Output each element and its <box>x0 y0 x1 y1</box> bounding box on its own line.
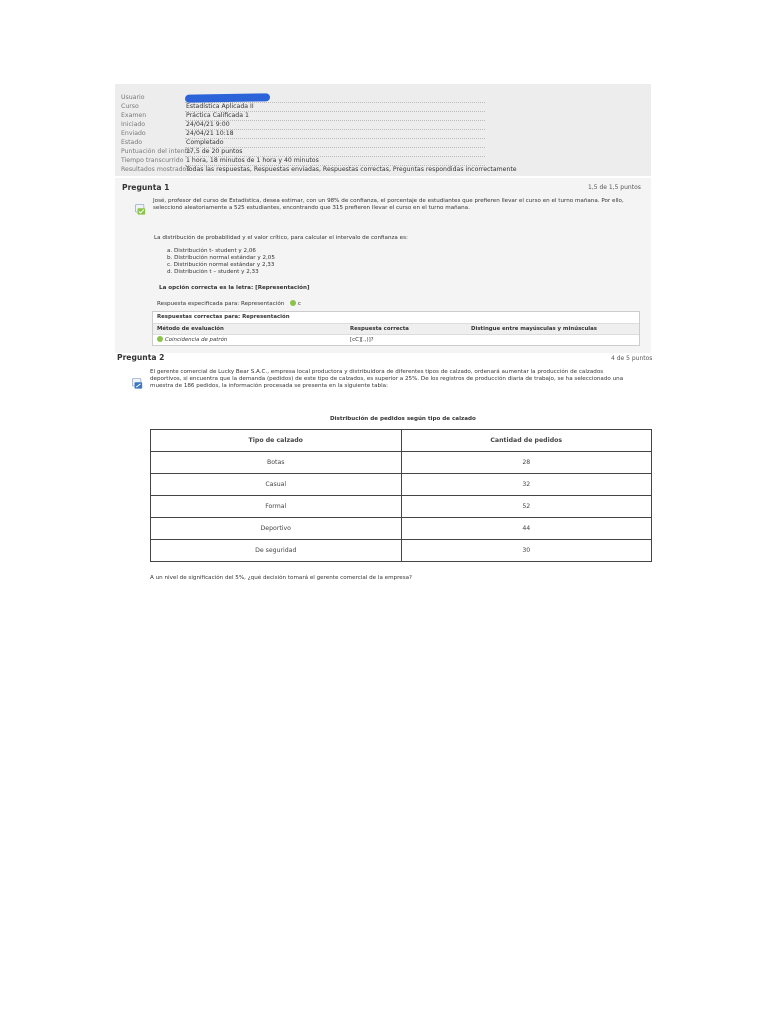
summary-label: Resultados mostrados <box>121 166 190 173</box>
count-cell: 52 <box>401 496 652 518</box>
type-cell: Deportivo <box>151 518 402 540</box>
table-row <box>151 518 652 540</box>
option-b: b. Distribución normal estándar y 2,05 <box>167 255 275 261</box>
document-check-icon <box>134 204 147 215</box>
type-cell: Botas <box>151 452 402 474</box>
summary-label: Estado <box>121 139 143 146</box>
check-circle-icon <box>290 300 296 306</box>
correct-answers-table <box>152 311 640 346</box>
specified-answer <box>157 300 301 308</box>
answer-partial-icon <box>131 374 144 393</box>
table-header <box>151 430 652 452</box>
summary-value: Todas las respuestas, Respuestas enviadas, Respuestas correctas, Preguntas respondidas incorrectamente <box>186 166 517 173</box>
table-caption: Distribución de pedidos según tipo de calzado <box>330 416 476 422</box>
count-cell: 30 <box>401 540 652 562</box>
question-1-options <box>167 248 275 276</box>
answer-value: [cC][.,)]? <box>350 337 374 343</box>
question-1-text <box>153 198 639 212</box>
question-2-points: 4 de 5 puntos <box>611 355 653 362</box>
col-case: Distingue entre mayúsculas y minúsculas <box>471 326 598 332</box>
summary-label: Iniciado <box>121 121 146 128</box>
summary-label: Curso <box>121 103 139 110</box>
summary-label: Examen <box>121 112 147 119</box>
orders-table <box>150 429 652 562</box>
summary-value: 1 hora, 18 minutos de 1 hora y 40 minutos <box>186 157 319 164</box>
redaction-mark <box>185 93 270 102</box>
col-count: Cantidad de pedidos <box>401 430 652 452</box>
count-cell: 44 <box>401 518 652 540</box>
question-text-line: El gerente comercial de Lucky Bear S.A.C., empresa local productora y distribuidora de diferentes tipos de calzado, ordenará aumentar la producción de calzados <box>150 369 604 375</box>
table-row <box>151 496 652 518</box>
summary-value: Completado <box>186 139 224 146</box>
summary-value: 17,5 de 20 puntos <box>186 148 243 155</box>
question-text-line: seleccionó aleatoriamente a 525 estudiantes, encontrando que 315 prefieren llevar el curso en el turno mañana. <box>153 205 470 211</box>
specified-answer-label: Respuesta especificada para: Representación <box>157 301 285 307</box>
table-row <box>151 540 652 562</box>
option-a: a. Distribución t- student y 2,06 <box>167 248 256 254</box>
question-1-prompt: La distribución de probabilidad y el valor crítico, para calcular el intervalo de confianza es: <box>154 235 408 241</box>
answer-correct-icon <box>134 200 147 219</box>
count-cell: 32 <box>401 474 652 496</box>
table-title: Respuestas correctas para: Representación <box>157 314 290 320</box>
summary-label: Puntuación del intento <box>121 148 191 155</box>
method-cell <box>157 335 227 346</box>
table-row <box>151 452 652 474</box>
correct-letter-statement: La opción correcta es la letra: [Representación] <box>159 285 310 291</box>
summary-label: Enviado <box>121 130 146 137</box>
type-cell: Casual <box>151 474 402 496</box>
table-row <box>151 474 652 496</box>
summary-value: 24/04/21 9:00 <box>186 121 230 128</box>
question-2-title: Pregunta 2 <box>117 353 165 362</box>
count-cell: 28 <box>401 452 652 474</box>
divider <box>185 120 485 121</box>
col-type: Tipo de calzado <box>151 430 402 452</box>
col-method: Método de evaluación <box>157 326 224 332</box>
check-circle-icon <box>157 336 163 342</box>
summary-value: Práctica Calificada 1 <box>186 112 249 119</box>
summary-value: 24/04/21 10:18 <box>186 130 234 137</box>
table-row <box>153 334 639 346</box>
summary-label: Usuario <box>121 94 145 101</box>
type-cell: Formal <box>151 496 402 518</box>
summary-value: Estadística Aplicada II <box>186 103 254 110</box>
question-text-line: muestra de 186 pedidos, la información procesada se presenta en la siguiente tabla: <box>150 383 388 389</box>
type-cell: De seguridad <box>151 540 402 562</box>
divider <box>185 138 485 139</box>
method-value: Coincidencia de patrón <box>165 337 228 343</box>
document-partial-icon <box>131 378 144 389</box>
option-c: c. Distribución normal estándar y 2,33 <box>167 262 275 268</box>
question-2-ask: A un nivel de significación del 5%, ¿qué decisión tomará el gerente comercial de la empresa? <box>150 575 413 581</box>
question-1-points: 1,5 de 1,5 puntos <box>588 184 641 191</box>
question-text-line: deportivos, si encuentra que la demanda (pedidos) de este tipo de calzados, es superior a 25%. De los registros de producción diaria de trabajo, se ha seleccionado una <box>150 376 624 382</box>
question-2-text <box>150 369 653 390</box>
col-answer: Respuesta correcta <box>350 326 409 332</box>
option-d: d. Distribución t – student y 2,33 <box>167 269 259 275</box>
summary-label: Tiempo transcurrido <box>121 157 184 164</box>
question-1-title: Pregunta 1 <box>122 183 170 192</box>
question-text-line: José, profesor del curso de Estadística, desea estimar, con un 98% de confianza, el porcentaje de estudiantes que prefieren llevar el curso en el turno mañana. Por ello, <box>153 198 624 204</box>
specified-answer-value: c <box>297 301 301 307</box>
